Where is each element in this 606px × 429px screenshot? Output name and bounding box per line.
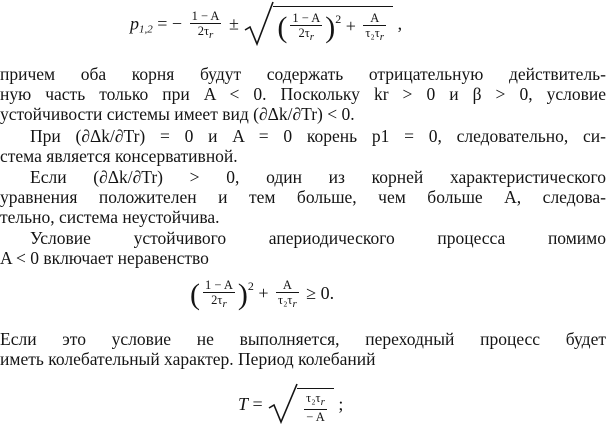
fraction-2-den: 2τr — [298, 26, 315, 44]
period-lhs: T — [238, 394, 249, 415]
period-square-root — [267, 388, 334, 424]
formula-trail: , — [397, 13, 403, 34]
fraction-2-num: 1 − A — [292, 11, 321, 26]
paragraph-line: причем оба корня будут содержать отрицательную действитель- — [0, 64, 606, 84]
paragraph-line: иметь колебательный характер. Период колебаний — [0, 349, 376, 369]
formula-eq: = — [157, 13, 168, 34]
ineq-fraction-1-num: 1 − A — [205, 278, 233, 293]
period-radicand — [297, 388, 334, 424]
fraction-3-den: τ₂τr — [365, 26, 385, 44]
formula-p12 — [130, 6, 402, 44]
paragraph-line: ную часть только при A < 0. Поскольку kr > 0 и β > 0, условие — [0, 84, 606, 104]
paragraph-line: уравнения положителен и тем больше, чем больше A, следова- — [0, 187, 606, 207]
radical-sign-icon — [267, 382, 301, 426]
exponent: 2 — [335, 12, 342, 26]
ineq-relation: ≥ 0. — [306, 283, 335, 303]
formula-lhs-sub: 1,2 — [139, 23, 153, 36]
ineq-fraction-1 — [203, 278, 235, 311]
paragraph-line: A < 0 включает неравенство — [0, 248, 209, 268]
radicand: ( $\frac{1 - A}{2\tau r}$ )$^2$ + $\frac{A}{\text{τ₂τr}}$ — [273, 6, 393, 44]
period-fraction-den: − A — [306, 410, 325, 424]
ineq-fraction-1-den: 2τr — [211, 293, 227, 311]
period-fraction — [304, 391, 327, 424]
period-trail: ; — [338, 394, 344, 415]
ineq-fraction-2 — [276, 278, 299, 311]
fraction-1-den: 2τr — [197, 23, 214, 41]
ineq-fraction-2-num: A — [276, 278, 299, 293]
fraction-3 — [363, 11, 386, 44]
paragraph-line: устойчивости системы имеет вид (∂Δk/∂Tr) < 0. — [0, 104, 355, 124]
ineq-fraction-2-den: τ₂τr — [278, 293, 297, 311]
paragraph-line: Если (∂Δk/∂Tr) > 0, один из корней характеристического — [30, 167, 606, 187]
paragraph-line: При (∂Δk/∂Tr) = 0 и A = 0 корень p1 = 0, следовательно, си- — [30, 126, 606, 146]
formula-pm: ± — [228, 13, 239, 34]
paragraph-line: тельно, система неустойчива. — [0, 207, 220, 227]
formula-period — [238, 388, 343, 424]
ineq-plus: + — [258, 283, 269, 303]
formula-minus: − — [171, 13, 183, 34]
paragraph-line: Условие устойчивого апериодического процесса помимо — [30, 228, 606, 248]
period-eq: = — [252, 394, 263, 415]
fraction-2 — [290, 11, 322, 44]
fraction-1-num: 1 − A — [191, 8, 220, 23]
fraction-1 — [190, 9, 222, 42]
formula-inequality: ( $\frac{1 - A}{2\tau r}$ )$^2$ + $\frac{A}{\text{τ₂τr}}$ ≥ 0. — [190, 277, 335, 311]
paragraph-line: Если это условие не выполняется, переходный процесс будет — [0, 329, 606, 349]
radical-sign-icon — [243, 0, 277, 48]
fraction-3-num: A — [363, 11, 386, 26]
paragraph-line: стема является консервативной. — [0, 146, 238, 166]
formula-lhs: p — [130, 13, 139, 34]
formula-plus: + — [345, 16, 356, 36]
period-fraction-num: τ₂τr — [306, 391, 325, 408]
square-root — [243, 6, 393, 44]
ineq-exponent: 2 — [247, 279, 254, 293]
